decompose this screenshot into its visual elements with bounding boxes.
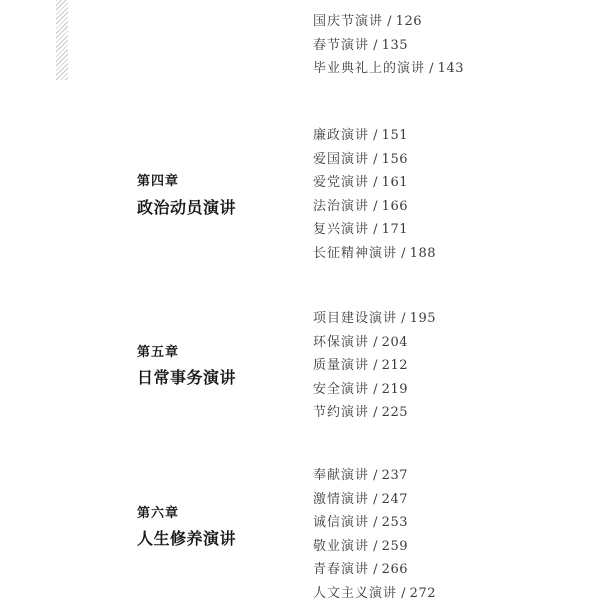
chapter-4-number: 第四章 xyxy=(137,174,180,189)
toc-entry-page: 212 xyxy=(381,358,408,373)
toc-entry-title: 敬业演讲 xyxy=(313,538,370,554)
toc-entry-page: 126 xyxy=(395,14,422,29)
toc-group-top-entries xyxy=(313,10,464,81)
toc-entry xyxy=(313,171,436,195)
toc-entry-separator: / xyxy=(369,562,382,577)
toc-entry-separator: / xyxy=(397,585,410,601)
toc-entry-title: 青春演讲 xyxy=(313,562,370,577)
toc-entry-separator: / xyxy=(369,334,382,350)
toc-entry-separator: / xyxy=(369,222,382,237)
chapter-5-number: 第五章 xyxy=(137,345,180,360)
toc-entry-separator: / xyxy=(397,311,410,326)
toc-entry-separator: / xyxy=(369,538,382,554)
toc-entry xyxy=(313,218,436,242)
chapter-4-title: 政治动员演讲 xyxy=(137,198,237,217)
toc-entry-title: 激情演讲 xyxy=(313,491,370,507)
toc-entry-page: 204 xyxy=(381,334,408,350)
toc-entry-separator: / xyxy=(397,245,410,261)
toc-entry-title: 廉政演讲 xyxy=(313,128,370,143)
toc-group-chapter-6-entries xyxy=(313,464,436,605)
toc-entry xyxy=(313,535,436,559)
toc-entry-title: 爱党演讲 xyxy=(313,175,370,190)
toc-entry-title: 项目建设演讲 xyxy=(313,311,398,326)
toc-entry xyxy=(313,558,436,582)
toc-entry-separator: / xyxy=(369,515,382,530)
toc-entry-page: 219 xyxy=(381,381,408,397)
toc-entry-title: 环保演讲 xyxy=(313,334,370,350)
toc-entry xyxy=(313,10,464,34)
toc-entry-separator: / xyxy=(369,198,382,214)
toc-entry xyxy=(313,148,436,172)
toc-entry-title: 毕业典礼上的演讲 xyxy=(313,61,426,76)
toc-entry-title: 长征精神演讲 xyxy=(313,245,398,261)
toc-entry-title: 安全演讲 xyxy=(313,381,370,397)
toc-entry-separator: / xyxy=(369,381,382,397)
toc-entry-page: 253 xyxy=(381,515,408,530)
toc-entry xyxy=(313,331,436,355)
toc-entry xyxy=(313,378,436,402)
toc-entry-page: 237 xyxy=(381,468,408,483)
toc-entry-page: 259 xyxy=(381,538,408,554)
toc-entry xyxy=(313,57,464,81)
toc-entry-separator: / xyxy=(369,358,382,373)
toc-group-chapter-4-entries xyxy=(313,124,436,265)
toc-entry xyxy=(313,307,436,331)
toc-entry-page: 161 xyxy=(381,175,408,190)
toc-entry-title: 奉献演讲 xyxy=(313,468,370,483)
toc-entry-title: 质量演讲 xyxy=(313,358,370,373)
toc-entry-page: 195 xyxy=(409,311,436,326)
toc-entry-title: 爱国演讲 xyxy=(313,151,370,167)
toc-entry-separator: / xyxy=(369,151,382,167)
hatch-strip-decoration xyxy=(56,0,68,80)
toc-entry-title: 春节演讲 xyxy=(313,37,370,53)
toc-entry-separator: / xyxy=(425,61,438,76)
toc-entry-page: 247 xyxy=(381,491,408,507)
toc-entry xyxy=(313,34,464,58)
toc-entry xyxy=(313,464,436,488)
toc-entry xyxy=(313,582,436,606)
toc-entry-title: 国庆节演讲 xyxy=(313,14,384,29)
toc-entry-separator: / xyxy=(369,175,382,190)
toc-entry-page: 166 xyxy=(381,198,408,214)
toc-entry-page: 188 xyxy=(409,245,436,261)
chapter-6-number: 第六章 xyxy=(137,506,180,521)
toc-entry-page: 171 xyxy=(381,222,408,237)
toc-entry xyxy=(313,401,436,425)
toc-entry xyxy=(313,242,436,266)
toc-entry-page: 225 xyxy=(381,405,408,420)
toc-entry-page: 272 xyxy=(409,585,436,601)
chapter-5-title: 日常事务演讲 xyxy=(137,368,237,387)
toc-entry-title: 法治演讲 xyxy=(313,198,370,214)
toc-entry xyxy=(313,488,436,512)
toc-entry-title: 复兴演讲 xyxy=(313,222,370,237)
toc-entry-page: 266 xyxy=(381,562,408,577)
toc-entry-title: 人文主义演讲 xyxy=(313,585,398,601)
toc-entry-separator: / xyxy=(369,128,382,143)
toc-entry-separator: / xyxy=(369,37,382,53)
toc-entry-title: 节约演讲 xyxy=(313,405,370,420)
toc-entry-page: 143 xyxy=(437,61,464,76)
toc-entry-page: 135 xyxy=(381,37,408,53)
toc-entry-separator: / xyxy=(369,468,382,483)
toc-entry-separator: / xyxy=(369,405,382,420)
toc-entry xyxy=(313,124,436,148)
toc-entry-page: 151 xyxy=(381,128,408,143)
toc-entry-separator: / xyxy=(383,14,396,29)
toc-entry xyxy=(313,511,436,535)
toc-entry xyxy=(313,195,436,219)
chapter-6-title: 人生修养演讲 xyxy=(137,529,237,548)
toc-entry-separator: / xyxy=(369,491,382,507)
toc-entry xyxy=(313,354,436,378)
toc-group-chapter-5-entries xyxy=(313,307,436,425)
toc-entry-page: 156 xyxy=(381,151,408,167)
toc-entry-title: 诚信演讲 xyxy=(313,515,370,530)
